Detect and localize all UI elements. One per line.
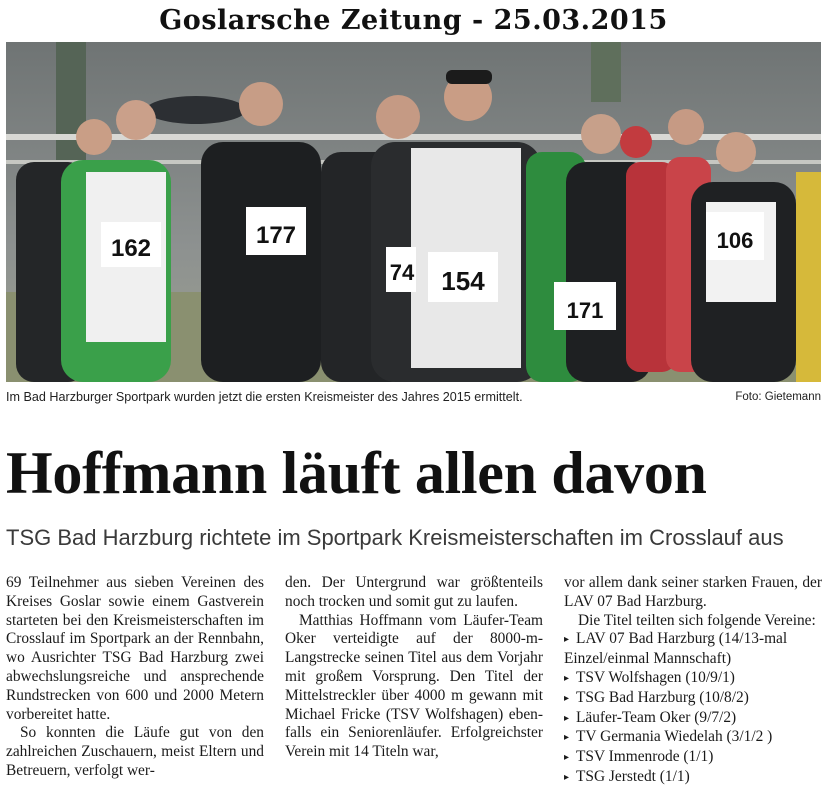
photo-credit: Foto: Gietemann <box>735 391 821 403</box>
triangle-right-icon: ▸ <box>564 692 570 704</box>
list-item: ▸ Läufer-Team Oker (9/7/2) <box>564 709 822 729</box>
masthead <box>0 2 827 40</box>
list-item: ▸ TSG Bad Harzburg (10/8/2) <box>564 689 822 709</box>
bib-177: 177 <box>255 222 297 249</box>
bib-162: 162 <box>110 235 152 262</box>
paragraph: vor allem dank seiner starken Frauen, der LAV 07 Bad Harzburg. <box>564 574 822 610</box>
bib-154: 154 <box>441 266 485 296</box>
triangle-right-icon: ▸ <box>564 771 570 783</box>
triangle-right-icon: ▸ <box>564 712 570 724</box>
subheadline: TSG Bad Harzburg richtete im Sportpark Kreismeisterschaften im Crosslauf aus <box>6 525 784 550</box>
bib-171: 171 <box>566 298 604 323</box>
photo-caption <box>6 388 821 410</box>
headline: Hoffmann läuft allen davon <box>6 440 707 506</box>
list-item: ▸ TSV Immenrode (1/1) <box>564 748 822 768</box>
masthead-separator: - <box>472 5 484 36</box>
paragraph: So konnten die Läufe gut von den zahlreichen Zuschauern, meist Eltern und Betreuern, verfolgt wer- <box>6 724 264 779</box>
list-item: ▸ TV Germania Wiedelah (3/1/2 ) <box>564 728 822 748</box>
triangle-right-icon: ▸ <box>564 672 570 684</box>
article-column-3 <box>564 574 822 788</box>
triangle-right-icon: ▸ <box>564 732 570 744</box>
caption-text: Im Bad Harzburger Sportpark wurden jetzt die ersten Kreismeister des Jahres 2015 ermittelt. <box>6 390 523 404</box>
bib-106: 106 <box>716 228 754 253</box>
paragraph: 69 Teilnehmer aus sieben Vereinen des Kreises Goslar sowie einem Gastverein starteten bei den Kreismeisterschaften im Crosslauf im Sportpark an der Rennbahn, wo Ausrichter TSG Bad Harzburg zwei abwechslungsreiche und ansprechende Rundstrecken von 600 und 2000 Metern vorbereitet hatte. <box>6 574 264 723</box>
article-column-1 <box>6 574 264 781</box>
article-column-2 <box>285 574 543 762</box>
race-photo <box>6 42 821 382</box>
paragraph: den. Der Untergrund war größtenteils noch trocken und somit gut zu laufen. <box>285 574 543 610</box>
list-item: ▸ TSG Jerstedt (1/1) <box>564 768 822 788</box>
list-item: ▸ TSV Wolfshagen (10/9/1) <box>564 669 822 689</box>
club-list <box>564 630 822 787</box>
paragraph: Matthias Hoffmann vom Läufer-Team Oker verteidigte auf der 8000-m-Langstrecke seinen Titel aus dem Vorjahr mit großem Vorsprung. Den Titel der Mittelstreckler über 4000 m gewann mit Michael Fricke (TSV Wolfshagen) ebenfalls ein Seniorenläufer. Erfolgreichster Verein mit 14 Titeln war, <box>285 611 543 761</box>
list-item: ▸ LAV 07 Bad Harzburg (14/13-mal <box>564 630 822 650</box>
triangle-right-icon: ▸ <box>564 752 570 764</box>
triangle-right-icon: ▸ <box>564 634 570 646</box>
newspaper-name: Goslarsche Zeitung <box>159 5 463 36</box>
bib-74: 74 <box>389 260 415 285</box>
list-item: Einzel/einmal Mannschaft) <box>564 650 732 668</box>
issue-date: 25.03.2015 <box>493 5 668 36</box>
paragraph: Die Titel teilten sich folgende Vereine: <box>578 611 816 629</box>
